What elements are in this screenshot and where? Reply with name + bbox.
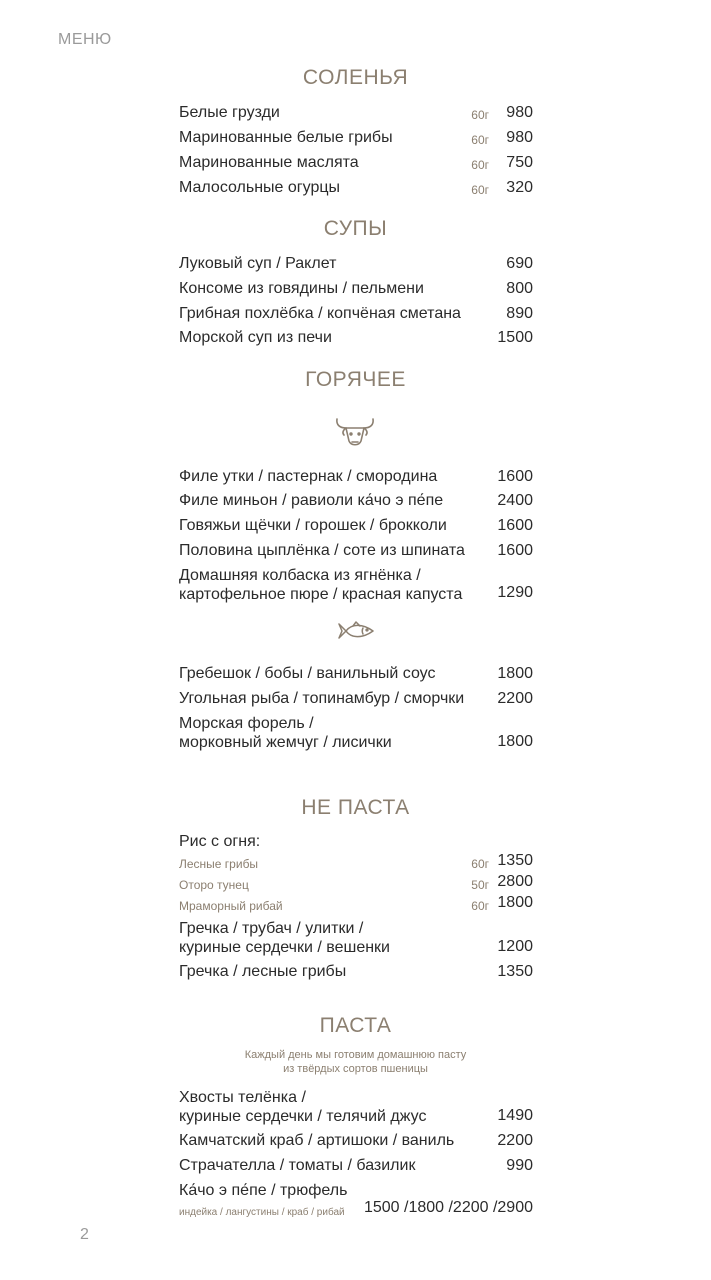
item-price: 2200 <box>497 1132 533 1149</box>
pasta-note-line2: из твёрдых сортов пшеницы <box>283 1063 428 1075</box>
item-price: 1600 <box>497 517 533 534</box>
item-name-line1: Домашняя колбаска из ягнёнка / <box>179 567 421 584</box>
item-name: Филе миньон / равиоли ка́чо э пе́пе <box>179 492 444 509</box>
item-price: 1290 <box>497 584 533 601</box>
menu-item <box>179 466 533 487</box>
item-price: 1350 <box>497 963 533 980</box>
item-name-line1: Хвосты телёнка / <box>179 1089 306 1106</box>
menu-item <box>179 713 533 753</box>
item-price: 980 <box>506 129 533 146</box>
item-name: Страчателла / томаты / базилик <box>179 1157 416 1174</box>
item-name: Камчатский краб / артишоки / ваниль <box>179 1132 455 1149</box>
menu-item <box>179 961 533 982</box>
item-price: 750 <box>506 154 533 171</box>
item-price: 2800 <box>497 873 533 890</box>
item-name-line2: куриные сердечки / вешенки <box>179 939 390 956</box>
item-price: 1800 <box>497 894 533 911</box>
item-name-line1: Морская форель / <box>179 715 314 732</box>
item-price: 1800 <box>497 733 533 750</box>
item-weight: 60г <box>471 183 489 197</box>
item-name: Мраморный рибай <box>179 899 283 913</box>
item-weight: 60г <box>471 899 489 913</box>
item-name: Гребешок / бобы / ванильный соус <box>179 665 436 682</box>
item-weight: 60г <box>471 108 489 122</box>
item-name: Оторо тунец <box>179 878 249 892</box>
item-name-line2: куриные сердечки / телячий джус <box>179 1108 427 1125</box>
item-name: Консоме из говядины / пельмени <box>179 280 424 297</box>
item-price: 1200 <box>497 938 533 955</box>
item-name: Маринованные маслята <box>179 154 359 171</box>
item-weight: 50г <box>471 878 489 892</box>
section-title-ne-pasta: НЕ ПАСТА <box>301 796 410 819</box>
item-price: 1600 <box>497 542 533 559</box>
menu-item <box>179 278 533 299</box>
rice-option <box>179 894 533 915</box>
section-title-solenya: СОЛЕНЬЯ <box>302 66 409 89</box>
rice-option <box>179 852 533 873</box>
item-price: 800 <box>506 280 533 297</box>
menu-item <box>179 127 533 148</box>
item-name-line2: картофельное пюре / красная капуста <box>179 586 463 603</box>
menu-item <box>179 1180 533 1220</box>
item-price: 990 <box>506 1157 533 1174</box>
item-price: 980 <box>506 104 533 121</box>
menu-item <box>179 1130 533 1151</box>
rice-label <box>179 831 533 852</box>
item-name: Морской суп из печи <box>179 329 332 346</box>
item-weight: 60г <box>471 857 489 871</box>
menu-item <box>179 540 533 561</box>
pasta-note-line1: Каждый день мы готовим домашнюю пасту <box>244 1049 467 1061</box>
item-name: Гречка / лесные грибы <box>179 963 347 980</box>
item-price: 1500 <box>497 329 533 346</box>
item-price: 2400 <box>497 492 533 509</box>
menu-item <box>179 515 533 536</box>
item-name-line2: морковный жемчуг / лисички <box>179 734 392 751</box>
menu-item <box>179 1087 533 1127</box>
section-title-hot: ГОРЯЧЕЕ <box>305 368 406 391</box>
section-title-pasta: ПАСТА <box>319 1014 392 1037</box>
item-name: Малосольные огурцы <box>179 179 341 196</box>
menu-item <box>179 177 533 198</box>
item-price: 1600 <box>497 468 533 485</box>
item-name: Маринованные белые грибы <box>179 129 393 146</box>
item-name-line1: Гречка / трубач / улитки / <box>179 920 364 937</box>
rice-option <box>179 873 533 894</box>
item-price: 890 <box>506 305 533 322</box>
item-price: 1800 <box>497 665 533 682</box>
item-name: Говяжьи щёчки / горошек / брокколи <box>179 517 447 534</box>
menu-item <box>179 490 533 511</box>
item-name: Грибная похлёбка / копчёная сметана <box>179 305 461 322</box>
item-name: Ка́чо э пе́пе / трюфель <box>179 1182 348 1199</box>
menu-item <box>179 565 533 605</box>
bull-head-icon <box>333 416 377 450</box>
fish-icon <box>337 619 375 643</box>
menu-item <box>179 918 533 958</box>
item-price: 320 <box>506 179 533 196</box>
item-weight: 60г <box>471 133 489 147</box>
item-price: 1500 /1800 /2200 /2900 <box>363 1199 533 1216</box>
item-name: Филе утки / пастернак / смородина <box>179 468 438 485</box>
item-price: 2200 <box>497 690 533 707</box>
section-title-soups: СУПЫ <box>323 217 388 240</box>
item-name: Угольная рыба / топинамбур / сморчки <box>179 690 465 707</box>
menu-item <box>179 303 533 324</box>
menu-item <box>179 1155 533 1176</box>
menu-item <box>179 102 533 123</box>
item-price: 1350 <box>497 852 533 869</box>
menu-item <box>179 152 533 173</box>
item-weight: 60г <box>471 158 489 172</box>
item-name: Половина цыплёнка / соте из шпината <box>179 542 465 559</box>
menu-item <box>179 253 533 274</box>
item-variants: индейка / лангустины / краб / рибай <box>179 1207 345 1218</box>
item-price: 690 <box>506 255 533 272</box>
menu-item <box>179 663 533 684</box>
item-name: Белые грузди <box>179 104 280 121</box>
item-name: Луковый суп / Раклет <box>179 255 337 272</box>
menu-item <box>179 327 533 348</box>
page-number: 2 <box>80 1226 89 1243</box>
item-name: Рис с огня: <box>179 833 261 850</box>
item-price: 1490 <box>497 1107 533 1124</box>
menu-label: МЕНЮ <box>58 31 112 48</box>
menu-item <box>179 688 533 709</box>
item-name: Лесные грибы <box>179 857 259 871</box>
